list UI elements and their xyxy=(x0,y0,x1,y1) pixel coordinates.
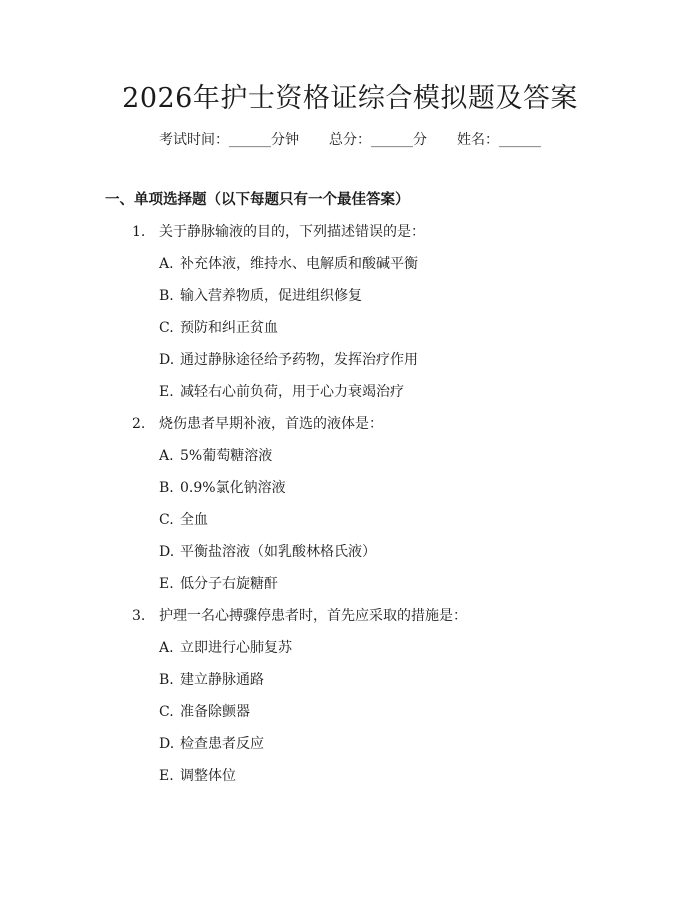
option-letter: A. xyxy=(159,448,174,464)
option-text: 低分子右旋糖酐 xyxy=(180,576,278,592)
option-text: 立即进行心肺复苏 xyxy=(180,640,292,656)
option-text: 0.9%氯化钠溶液 xyxy=(180,480,286,496)
option-letter: A. xyxy=(159,640,174,656)
exam-time-field: 考试时间：______分钟 xyxy=(159,132,299,148)
question-text: 关于静脉输液的目的，下列描述错误的是： xyxy=(159,224,425,240)
exam-meta-line xyxy=(0,130,700,150)
question-2-option-a xyxy=(159,446,272,466)
option-letter: D. xyxy=(159,352,175,368)
option-text: 补充体液，维持水、电解质和酸碱平衡 xyxy=(180,256,418,272)
question-3-option-e xyxy=(159,766,236,786)
option-text: 建立静脉通路 xyxy=(180,672,264,688)
option-letter: C. xyxy=(159,320,174,336)
option-letter: B. xyxy=(159,672,174,688)
option-letter: D. xyxy=(159,736,175,752)
question-3-option-b xyxy=(159,670,264,690)
question-1-option-c xyxy=(159,318,278,338)
option-letter: E. xyxy=(159,384,174,400)
option-text: 准备除颤器 xyxy=(180,704,250,720)
section-heading: 一、单项选择题（以下每题只有一个最佳答案） xyxy=(105,192,410,208)
total-score-field: 总分：______分 xyxy=(329,132,427,148)
option-text: 全血 xyxy=(180,512,208,528)
question-2-option-d xyxy=(159,542,376,562)
option-text: 检查患者反应 xyxy=(180,736,264,752)
question-2-option-b xyxy=(159,478,286,498)
question-text: 烧伤患者早期补液，首选的液体是： xyxy=(159,416,383,432)
question-number: 3. xyxy=(132,608,146,624)
option-letter: E. xyxy=(159,768,174,784)
option-text: 通过静脉途径给予药物，发挥治疗作用 xyxy=(180,352,418,368)
question-3-option-c xyxy=(159,702,250,722)
question-3-option-a xyxy=(159,638,292,658)
question-1-option-e xyxy=(159,382,404,402)
option-letter: C. xyxy=(159,512,174,528)
option-letter: A. xyxy=(159,256,174,272)
question-2 xyxy=(132,414,383,434)
option-text: 5%葡萄糖溶液 xyxy=(180,448,273,464)
question-number: 2. xyxy=(132,416,146,432)
option-text: 平衡盐溶液（如乳酸林格氏液） xyxy=(180,544,376,560)
option-letter: B. xyxy=(159,480,174,496)
question-1-option-b xyxy=(159,286,362,306)
option-letter: D. xyxy=(159,544,175,560)
option-letter: B. xyxy=(159,288,174,304)
option-text: 预防和纠正贫血 xyxy=(180,320,278,336)
question-1-option-a xyxy=(159,254,418,274)
option-text: 调整体位 xyxy=(180,768,236,784)
name-field: 姓名：______ xyxy=(457,132,541,148)
option-letter: C. xyxy=(159,704,174,720)
question-2-option-c xyxy=(159,510,208,530)
option-text: 减轻右心前负荷，用于心力衰竭治疗 xyxy=(180,384,404,400)
page-title: 2026年护士资格证综合模拟题及答案 xyxy=(122,83,578,114)
question-number: 1. xyxy=(132,224,146,240)
question-1 xyxy=(132,222,425,242)
option-letter: E. xyxy=(159,576,174,592)
question-1-option-d xyxy=(159,350,418,370)
option-text: 输入营养物质，促进组织修复 xyxy=(180,288,362,304)
question-text: 护理一名心搏骤停患者时，首先应采取的措施是： xyxy=(159,608,467,624)
question-2-option-e xyxy=(159,574,278,594)
question-3-option-d xyxy=(159,734,264,754)
question-3 xyxy=(132,606,467,626)
